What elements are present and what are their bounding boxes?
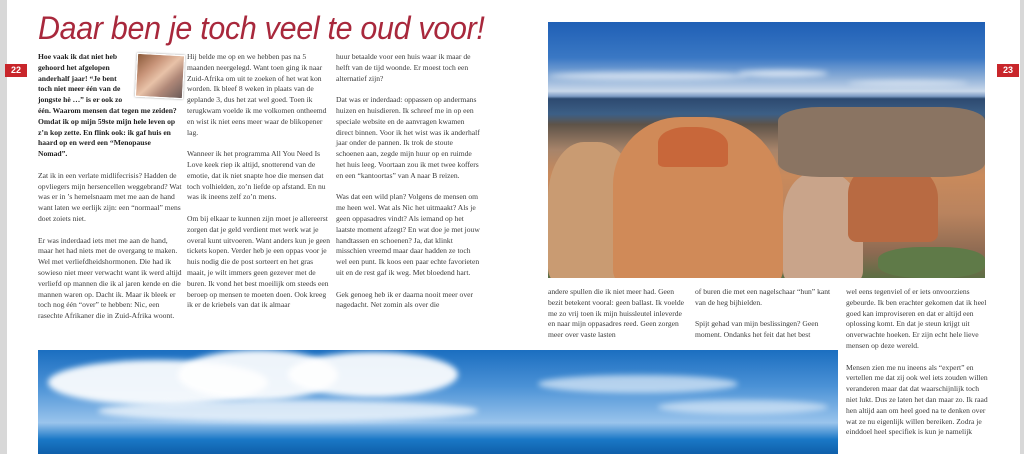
paragraph: Er was inderdaad iets met me aan de hand, maar het had niets met de overgang te maken. Wel met verliefdheidshormonen. Die had ik sowieso niet meer verwacht want ik werd altijd verliefd op mannen die ik al jaren kende en die mannen waren op. Dacht ik. Maar ik bleek er toch nog één “over” te hebben: Nic, een rasechte Afrikaner die in Zuid-Afrika woont. bbox=[38, 235, 182, 321]
paragraph: Wanneer ik het programma All You Need Is Love keek riep ik altijd, snotterend van de emotie, dat ik niet snapte hoe die mensen dat toch volhielden, zo’n liefde op afstand. En nu was ik ineens zelf zo’n mens. bbox=[187, 149, 326, 202]
text-column-3 bbox=[336, 52, 482, 322]
paragraph: Hij belde me op en we hebben pas na 5 maanden neergelegd. Want toen ging ik naar Zuid-Afrika om uit te zoeken of het wat kon worden. Ik bleef 8 weken in plaats van de geplande 3, dus het zat wel goed. Toen ik terugkwam voelde ik me volkomen ontheemd en wist ik niet eens meer waar de blikopener lag. bbox=[187, 52, 327, 137]
text-column-5 bbox=[695, 287, 837, 352]
text-column-2 bbox=[187, 52, 331, 322]
author-photo bbox=[135, 53, 185, 99]
paragraph: wel eens tegenviel of er iets onvoorziens gebeurde. Ik ben erachter gekomen dat ik heel goed kan improviseren en dat er altijd een oplossing komt. En dat je steun krijgt uit onverwachte hoeken. Er zijn echt hele lieve mensen op deze wereld. bbox=[846, 287, 987, 350]
article-title: Daar ben je toch veel te oud voor! bbox=[38, 10, 485, 46]
paragraph: Mensen zien me nu ineens als “expert” en vertellen me dat zij ook wel iets zouden willen veranderen maar dat dat waarschijnlijk toch niet lukt. Dus ze laten het dan maar zo. Ik raad hen altijd aan om heel goed na te denken over wat ze nu eigenlijk willen bereiken. Zodra je einddoel heel specifiek is kun je namelijk bbox=[846, 362, 988, 437]
paragraph: Was dat een wild plan? Volgens de mensen om me heen wel. Wat als Nic het uitmaakt? Als je geen oppasadres vindt? Als iemand op het laatste moment afzegt? En wat doe je met jouw handtassen en schoenen? Ja, dat klinkt misschien vreemd maar daar hadden ze toch wel een punt. Ik koos een paar echte favorieten uit en de rest gaf ik weg. Met bloedend hart. bbox=[336, 192, 480, 277]
text-column-1 bbox=[38, 52, 182, 333]
paragraph: Spijt gehad van mijn beslissingen? Geen moment. Ondanks het feit dat het best bbox=[695, 319, 819, 340]
coastal-rocks-photo bbox=[548, 22, 985, 278]
text-column-6 bbox=[846, 287, 992, 449]
page-number-left: 22 bbox=[5, 64, 27, 77]
text-column-4 bbox=[548, 287, 690, 352]
paragraph: of buren die met een nagelschaar “hun” kant van de heg bijhielden. bbox=[695, 287, 831, 307]
paragraph: Om bij elkaar te kunnen zijn moet je allereerst zorgen dat je geld verdient met werk wat je overal kunt uitvoeren. Want anders kun je geen tickets kopen. Verder heb je een oppas voor je huis nodig die de post sorteert en het gras maait, je wilt immers geen gezever met de buren. Ik vond het best moeilijk om steeds een beroep op mensen te moeten doen. Ook kreeg ik er de kriebels van dat ik almaar bbox=[187, 213, 331, 310]
intro-paragraph: Hoe vaak ik dat niet heb gehoord het afgelopen anderhalf jaar! “Je bent toch niet meer één van de jongste hè …” is er ook zo één. Waarom mensen dat tegen me zeiden? Omdat ik op mijn 59ste mijn hele leven op z’n kop zette. En flink ook: ik gaf huis en haard op en werd een “Menopause Nomad”. bbox=[38, 52, 177, 159]
paragraph: andere spullen die ik niet meer had. Geen bezit betekent vooral: geen ballast. Ik voelde me zo vrij toen ik mijn huissleutel inleverde en naar mijn oppasadres reed. Geen zorgen meer over vaste lasten bbox=[548, 287, 685, 340]
paragraph: Dat was er inderdaad: oppassen op andermans huizen en huisdieren. Ik schreef me in op een speciale website en de aanvragen kwamen direct binnen. Voor ik het wist was ik anderhalf jaar onder de pannen. Ik trok de stoute schoenen aan, zegde mijn huur op en ruimde het huis leeg. Voortaan zou ik met twee koffers en een “kantoortas” van A naar B reizen. bbox=[336, 95, 480, 180]
paragraph: huur betaalde voor een huis waar ik maar de helft van de tijd woonde. Er moest toch een alternatief zijn? bbox=[336, 52, 471, 83]
page-number-right: 23 bbox=[997, 64, 1019, 77]
paragraph: Zat ik in een verlate midlifecrisis? Hadden de opvliegers mijn hersencellen weggebrand? Wat was er in ’s hemelsnaam met me aan de hand want laten we eerlijk zijn: een “normaal” mens doet zoiets niet. bbox=[38, 170, 182, 223]
paragraph: Gek genoeg heb ik er daarna nooit meer over nagedacht. Net zomin als over die bbox=[336, 289, 474, 310]
sky-ocean-panorama-photo bbox=[38, 350, 838, 454]
right-page-edge bbox=[1020, 0, 1024, 454]
